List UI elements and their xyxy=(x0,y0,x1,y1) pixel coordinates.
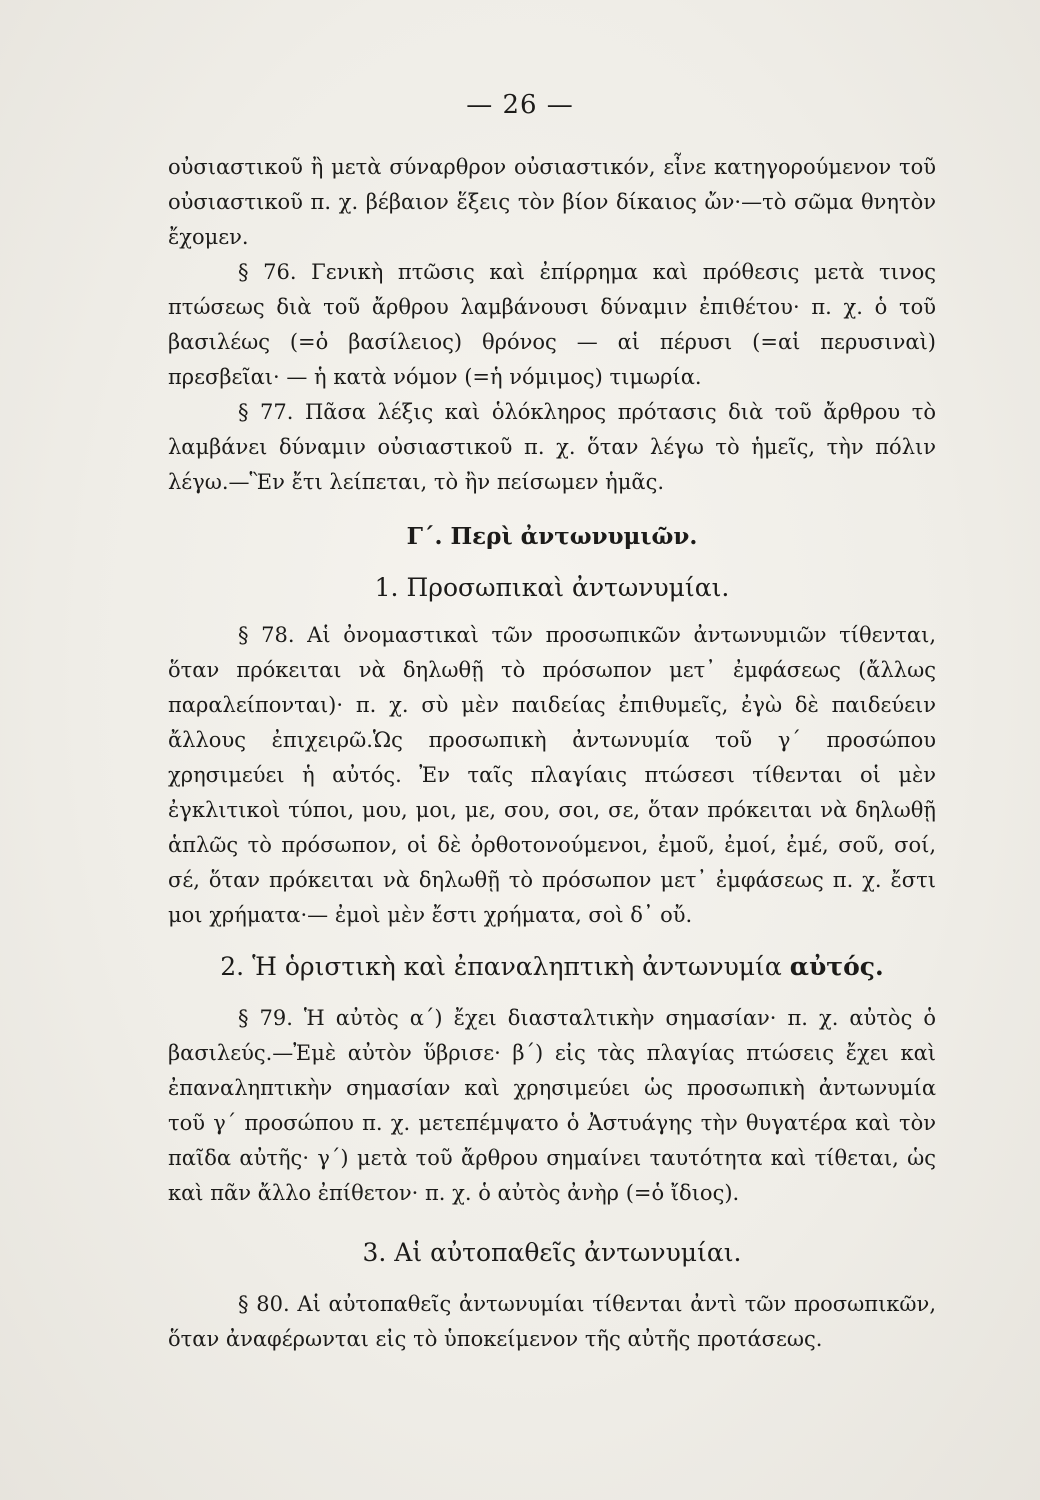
heading-personal-pronouns: 1. Προσωπικαὶ ἀντωνυμίαι. xyxy=(374,573,730,602)
paragraph-section-79: § 79. Ἡ αὐτὸς α΄) ἔχει διασταλτικὴν σημασίαν· π. χ. αὐτὸς ὁ βασιλεύς.—Ἐμὲ αὐτὸν ὕβρισε· β΄) εἰς τὰς πλαγίας πτώσεις ἔχει καὶ ἐπαναληπτικὴν σημασίαν καὶ χρησιμεύει ὡς προσωπικὴ ἀντωνυμία τοῦ γ΄ προσώπου π. χ. μετεπέμψατο ὁ Ἀστυάγης τὴν θυγατέρα καὶ τὸν παῖδα αὐτῆς· γ΄) μετὰ τοῦ ἄρθρου σημαίνει ταυτότητα καὶ τίθεται, ὡς καὶ πᾶν ἄλλο ἐπίθετον· π. χ. ὁ αὐτὸς ἀνὴρ (=ὁ ἴδιος). xyxy=(168,1006,936,1205)
page-body xyxy=(168,150,936,1357)
heading-section-gamma: Γ΄. Περὶ ἀντωνυμιῶν. xyxy=(406,523,698,550)
paragraph-section-77: § 77. Πᾶσα λέξις καὶ ὁλόκληρος πρότασις διὰ τοῦ ἄρθρου τὸ λαμβάνει δύναμιν οὐσιαστικοῦ π. χ. ὅταν λέγω τὸ ἡμεῖς, τὴν πόλιν λέγω.—Ἓν ἔτι λείπεται, τὸ ἢν πείσωμεν ἡμᾶς. xyxy=(168,400,936,494)
heading-definite-pronoun xyxy=(168,947,936,987)
paragraph-section-76: § 76. Γενικὴ πτῶσις καὶ ἐπίρρημα καὶ πρόθεσις μετὰ τινος πτώσεως διὰ τοῦ ἄρθρου λαμβάνουσι δύναμιν ἐπιθέτου· π. χ. ὁ τοῦ βασιλέως (=ὁ βασίλειος) θρόνος — αἱ πέρυσι (=αἱ περυσιναὶ) πρεσβεῖαι· — ἡ κατὰ νόμον (=ἡ νόμιμος) τιμωρία. xyxy=(168,260,936,389)
heading-definite-pronoun-word: αὐτός. xyxy=(789,952,884,981)
paragraph-section-78: § 78. Αἱ ὀνομαστικαὶ τῶν προσωπικῶν ἀντωνυμιῶν τίθενται, ὅταν πρόκειται νὰ δηλωθῇ τὸ πρόσωπον μετ᾽ ἐμφάσεως (ἄλλως παραλείπονται)· π. χ. σὺ μὲν παιδείας ἐπιθυμεῖς, ἐγὼ δὲ παιδεύειν ἄλλους ἐπιχειρῶ.Ὡς προσωπικὴ ἀντωνυμία τοῦ γ΄ προσώπου χρησιμεύει ἡ αὐτός. Ἐν ταῖς πλαγίαις πτώσεσι τίθενται οἱ μὲν ἐγκλιτικοὶ τύποι, μου, μοι, με, σου, σοι, σε, ὅταν πρόκειται νὰ δηλωθῇ ἁπλῶς τὸ πρόσωπον, οἱ δὲ ὀρθοτονούμενοι, ἐμοῦ, ἐμοί, ἐμέ, σοῦ, σοί, σέ, ὅταν πρόκειται νὰ δηλωθῇ τὸ πρόσωπον μετ᾽ ἐμφάσεως π. χ. ἔστι μοι χρήματα·— ἐμοὶ μὲν ἔστι χρήματα, σοὶ δ᾽ οὔ. xyxy=(168,623,936,927)
heading-reflexive-pronouns: 3. Αἱ αὐτοπαθεῖς ἀντωνυμίαι. xyxy=(362,1238,742,1267)
paragraph-section-80: § 80. Αἱ αὐτοπαθεῖς ἀντωνυμίαι τίθενται ἀντὶ τῶν προσωπικῶν, ὅταν ἀναφέρωνται εἰς τὸ ὑποκείμενον τῆς αὐτῆς προτάσεως. xyxy=(168,1292,936,1351)
paragraph-continuation: οὐσιαστικοῦ ἢ μετὰ σύναρθρον οὐσιαστικόν, εἶνε κατηγορούμενον τοῦ οὐσιαστικοῦ π. χ. βέβαιον ἕξεις τὸν βίον δίκαιος ὤν·—τὸ σῶμα θνητὸν ἔχομεν. xyxy=(168,155,936,249)
heading-definite-pronoun-text: 2. Ἡ ὁριστικὴ καὶ ἐπαναληπτικὴ ἀντωνυμία xyxy=(220,952,782,981)
page-number: — 26 — xyxy=(466,90,574,120)
